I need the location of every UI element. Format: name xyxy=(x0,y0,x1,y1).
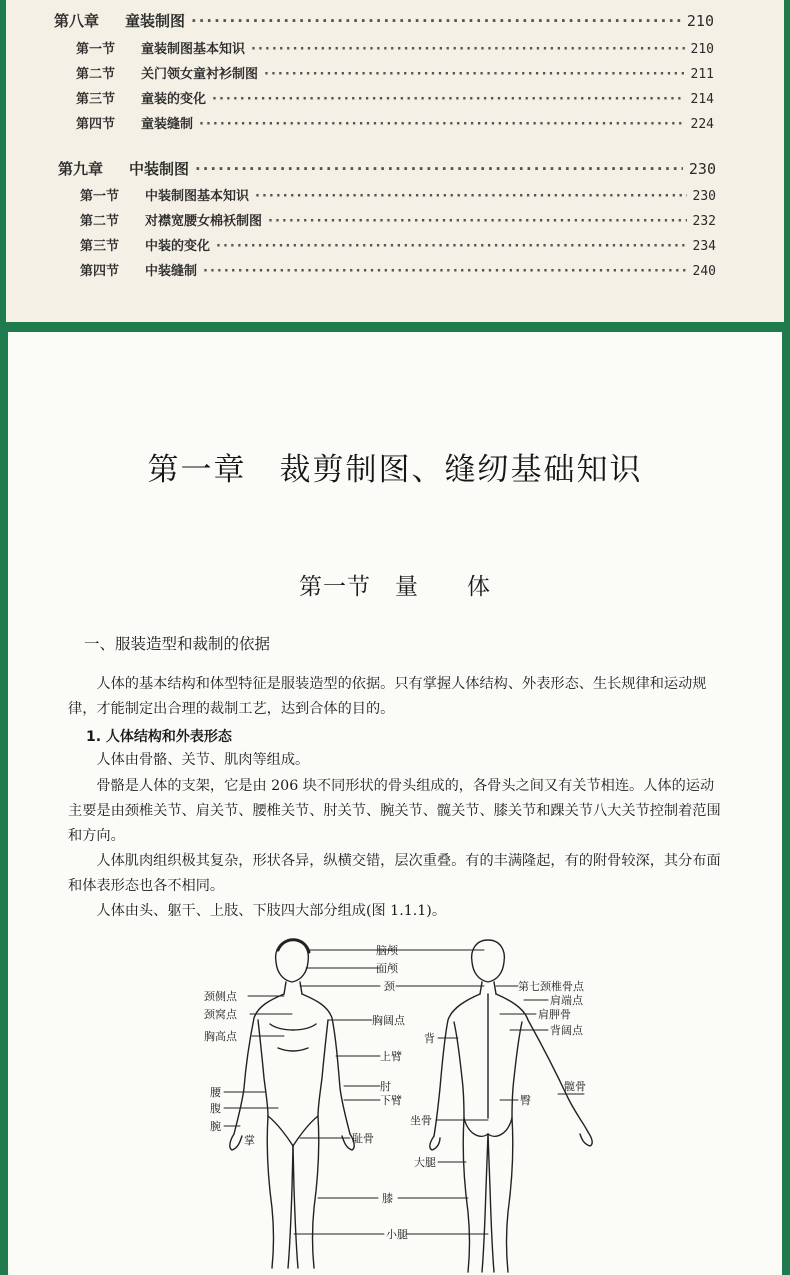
section-title: 中装缝制 xyxy=(145,264,198,279)
section-label: 第二节 xyxy=(80,214,120,229)
chapter-title: 第一章 裁剪制图、缝纫基础知识 xyxy=(147,452,643,488)
toc-section[interactable] xyxy=(76,88,714,107)
section-title: 童装的变化 xyxy=(141,92,207,107)
page-number: 224 xyxy=(690,117,714,132)
label-back: 背 xyxy=(424,1032,435,1045)
chapter-title: 童装制图 xyxy=(125,12,186,30)
page-number: 210 xyxy=(686,12,714,30)
label-back-point: 背阔点 xyxy=(550,1024,583,1037)
heading-1: 一、服装造型和裁制的依据 xyxy=(84,635,271,653)
section-label: 第一节 xyxy=(80,189,120,204)
label-forearm: 下臂 xyxy=(380,1094,402,1107)
label-neck: 颈 xyxy=(384,980,395,993)
label-neck-side: 颈侧点 xyxy=(204,990,237,1003)
section-title: 中装的变化 xyxy=(145,239,211,254)
subheading-1: 1. 人体结构和外表形态 xyxy=(86,729,232,745)
section-label: 第三节 xyxy=(76,92,116,107)
chapter-label: 第九章 xyxy=(58,160,104,178)
toc-section[interactable] xyxy=(80,185,716,204)
toc-chapter-9[interactable] xyxy=(58,158,716,179)
toc-section[interactable] xyxy=(76,63,714,82)
leader-dots xyxy=(255,189,686,204)
paragraph-5: 人体由头、躯干、上肢、下肢四大部分组成(图 1.1.1)。 xyxy=(96,903,447,919)
leader-dots xyxy=(191,12,681,30)
chapter-title: 中装制图 xyxy=(129,160,190,178)
page-number: 240 xyxy=(692,264,716,279)
section-title: 对襟宽腰女棉袄制图 xyxy=(145,214,263,229)
page-number: 210 xyxy=(690,42,714,57)
page-number: 214 xyxy=(690,92,714,107)
book-page xyxy=(8,332,782,1275)
label-upper-arm: 上臂 xyxy=(380,1050,402,1063)
toc-section[interactable] xyxy=(80,260,716,279)
leader-dots xyxy=(195,160,683,178)
paragraph-4: 人体肌肉组织极其复杂，形状各异，纵横交错，层次重叠。有的丰满隆起，有的附骨较深，其分布面和体表形态也各不相同。 xyxy=(68,853,721,894)
label-buttock: 臀 xyxy=(520,1094,531,1107)
section-label: 第二节 xyxy=(76,67,116,82)
leader-dots xyxy=(203,264,686,279)
label-pubis: 耻骨 xyxy=(352,1132,374,1145)
paragraph-3: 骨骼是人体的支架，它是由 206 块不同形状的骨头组成的，各骨头之间又有关节相连。人体的运动主要是由颈椎关节、肩关节、腰椎关节、肘关节、腕关节、髋关节、膝关节和踝关节八大关节控制着范围和方向。 xyxy=(68,778,721,844)
leader-dots xyxy=(216,239,686,254)
label-scapula: 肩胛骨 xyxy=(538,1008,571,1021)
section-title: 第一节 量 体 xyxy=(299,574,491,600)
leader-dots xyxy=(264,67,684,82)
leader-dots xyxy=(251,42,684,57)
toc-section[interactable] xyxy=(76,38,714,57)
page-number: 230 xyxy=(688,160,716,178)
toc-page xyxy=(6,0,784,322)
toc-section[interactable] xyxy=(80,235,716,254)
section-title: 中装制图基本知识 xyxy=(145,189,250,204)
label-shoulder-point: 肩端点 xyxy=(550,994,583,1007)
label-neck-fossa: 颈窝点 xyxy=(204,1008,237,1021)
label-elbow: 肘 xyxy=(380,1080,391,1093)
label-knee: 膝 xyxy=(382,1192,393,1205)
section-label: 第一节 xyxy=(76,42,116,57)
anatomy-figure xyxy=(188,928,608,1275)
page-number: 234 xyxy=(692,239,716,254)
label-calf: 小腿 xyxy=(386,1228,408,1241)
paragraph-1: 人体的基本结构和体型特征是服装造型的依据。只有掌握人体结构、外表形态、生长规律和运动规律，才能制定出合理的裁制工艺，达到合体的目的。 xyxy=(68,676,707,717)
section-label: 第三节 xyxy=(80,239,120,254)
label-wrist: 腕 xyxy=(210,1120,221,1133)
page-number: 232 xyxy=(692,214,716,229)
toc-chapter-8[interactable] xyxy=(54,10,714,31)
leader-dots xyxy=(268,214,686,229)
section-title: 关门领女童衬衫制图 xyxy=(141,67,259,82)
label-palm: 掌 xyxy=(244,1134,255,1147)
toc-section[interactable] xyxy=(80,210,716,229)
paragraph-2: 人体由骨骼、关节、肌肉等组成。 xyxy=(96,752,310,768)
section-label: 第四节 xyxy=(76,117,116,132)
label-chest-width: 胸阔点 xyxy=(372,1014,405,1027)
chapter-label: 第八章 xyxy=(54,12,100,30)
label-waist: 腰 xyxy=(210,1086,221,1099)
label-c7: 第七颈椎骨点 xyxy=(518,980,584,993)
book-page-panel xyxy=(0,328,790,1275)
front-figure xyxy=(230,940,354,1268)
page-number: 230 xyxy=(692,189,716,204)
label-bust-point: 胸高点 xyxy=(204,1030,237,1043)
toc-section[interactable] xyxy=(76,113,714,132)
section-title: 童装制图基本知识 xyxy=(141,42,246,57)
section-label: 第四节 xyxy=(80,264,120,279)
label-abdomen: 腹 xyxy=(210,1102,221,1115)
label-ischium: 坐骨 xyxy=(410,1114,432,1127)
toc-panel xyxy=(0,0,790,328)
leader-dots xyxy=(212,92,684,107)
label-thigh: 大腿 xyxy=(414,1156,436,1169)
label-skull: 脑颅 xyxy=(376,944,398,957)
label-face: 面颅 xyxy=(376,962,398,975)
leader-dots xyxy=(199,117,684,132)
section-title: 童装缝制 xyxy=(141,117,194,132)
page-number: 211 xyxy=(690,67,714,82)
label-hip-bone: 髋骨 xyxy=(564,1080,586,1093)
